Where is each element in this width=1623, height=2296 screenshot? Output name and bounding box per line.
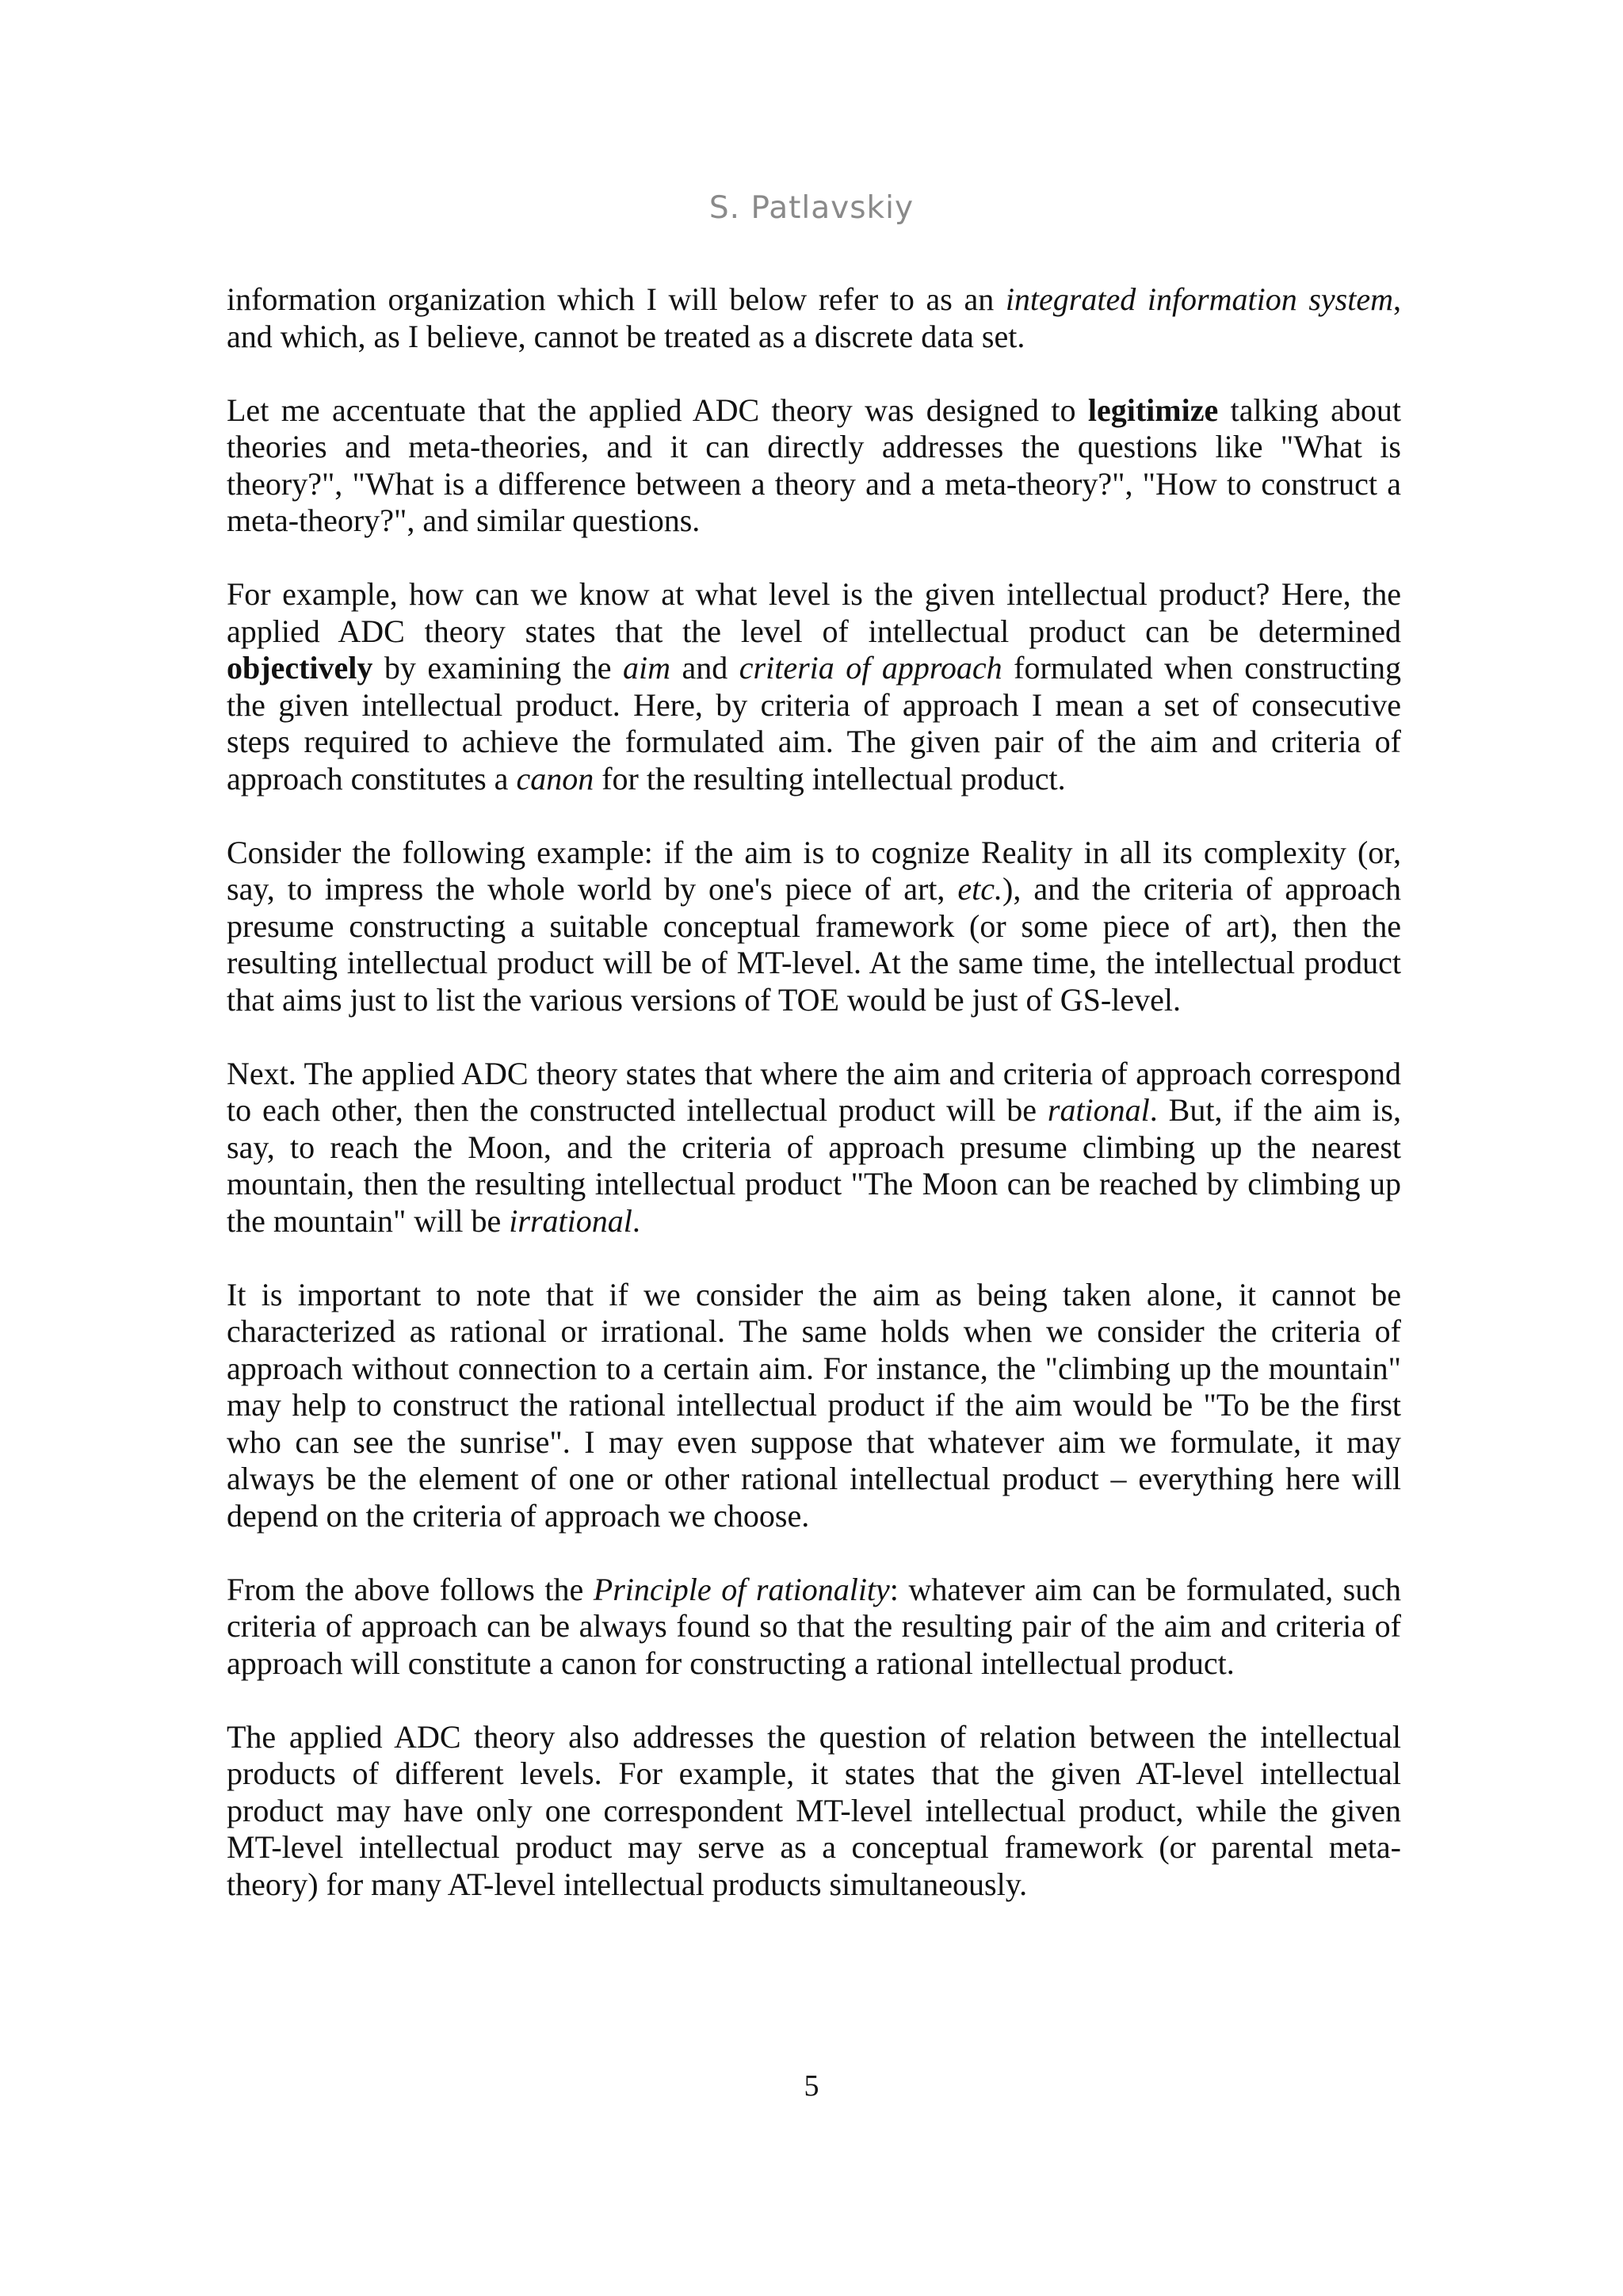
page-number: 5 (804, 2069, 819, 2103)
paragraph (227, 1277, 1401, 1535)
italic-text: aim (623, 650, 671, 686)
text-run: Next. The applied ADC theory states that where the aim and criteria of approach correspond to each other, then the constructed intellectual product will be (227, 1055, 1401, 1128)
body-text (227, 281, 1401, 1940)
text-run: talking about theories and meta-theories, and it can directly addresses the questions like "What is theory?", "What is a difference between a theory and a meta-theory?", "How to construct a meta-theory?", and similar questions. (227, 392, 1401, 538)
paragraph (227, 281, 1401, 355)
italic-text: integrated information system (1005, 281, 1393, 317)
bold-text: objectively (227, 650, 373, 686)
paragraph (227, 576, 1401, 797)
text-run: From the above follows the (227, 1571, 594, 1607)
text-run: . (632, 1202, 640, 1239)
text-run: Let me accentuate that the applied ADC theory was designed to (227, 392, 1088, 428)
text-run: ), and the criteria of approach presume constructing a suitable conceptual framework (or some piece of art), then the resulting intellectual product will be of MT-level. At the same time, the intellectual product that aims just to list the various versions of TOE would be just of GS-level. (227, 871, 1401, 1018)
italic-text: irrational (509, 1202, 632, 1239)
paragraph (227, 835, 1401, 1019)
italic-text: canon (516, 760, 594, 797)
paragraph (227, 1572, 1401, 1683)
text-run: The applied ADC theory also addresses the question of relation between the intellectual products of different levels. For example, it states that the given AT-level intellectual product may have only one correspondent MT-level intellectual product, while the given MT-level intellectual product may serve as a conceptual framework (or parental meta-theory) for many AT-level intellectual products simultaneously. (227, 1718, 1401, 1902)
text-run: It is important to note that if we consider the aim as being taken alone, it cannot be characterized as rational or irrational. The same holds when we consider the criteria of approach without connection to a certain aim. For instance, the "climbing up the mountain" may help to construct the rational intellectual product if the aim would be "To be the first who can see the sunrise". I may even suppose that whatever aim we formulate, it may always be the element of one or other rational intellectual product – everything here will depend on the criteria of approach we choose. (227, 1276, 1401, 1534)
text-run: . But, if the aim is, say, to reach the Moon, and the criteria of approach presume climbing up the nearest mountain, then the resulting intellectual product "The Moon can be reached by climbing up the mountain" will be (227, 1092, 1401, 1239)
italic-text: Principle of rationality (593, 1571, 890, 1607)
text-run: : whatever aim can be formulated, such criteria of approach can be always found so that the resulting pair of the aim and criteria of approach will constitute a canon for constructing a rational intellectual product. (227, 1571, 1401, 1681)
italic-text: criteria of approach (739, 650, 1002, 686)
paragraph (227, 1056, 1401, 1240)
text-run: For example, how can we know at what level is the given intellectual product? Here, the applied ADC theory states that the level of intellectual product can be determined (227, 576, 1401, 649)
paragraph (227, 1719, 1401, 1904)
running-header: S. Patlavskiy (708, 190, 915, 226)
text-run: Consider the following example: if the aim is to cognize Reality in all its complexity (or, say, to impress the whole world by one's piece of art, (227, 834, 1401, 907)
italic-text: etc. (957, 871, 1003, 907)
text-run: by examining the (372, 650, 624, 686)
paragraph (227, 392, 1401, 540)
text-run: for the resulting intellectual product. (594, 760, 1066, 797)
italic-text: rational (1047, 1092, 1150, 1128)
text-run: formulated when constructing the given intellectual product. Here, by criteria of approach I mean a set of consecutive steps required to achieve the formulated aim. The given pair of the aim and criteria of approach constitutes a (227, 650, 1401, 797)
text-run: , and which, as I believe, cannot be treated as a discrete data set. (227, 281, 1401, 354)
text-run: information organization which I will below refer to as an (227, 281, 1006, 317)
text-run: and (670, 650, 739, 686)
bold-text: legitimize (1087, 392, 1219, 428)
